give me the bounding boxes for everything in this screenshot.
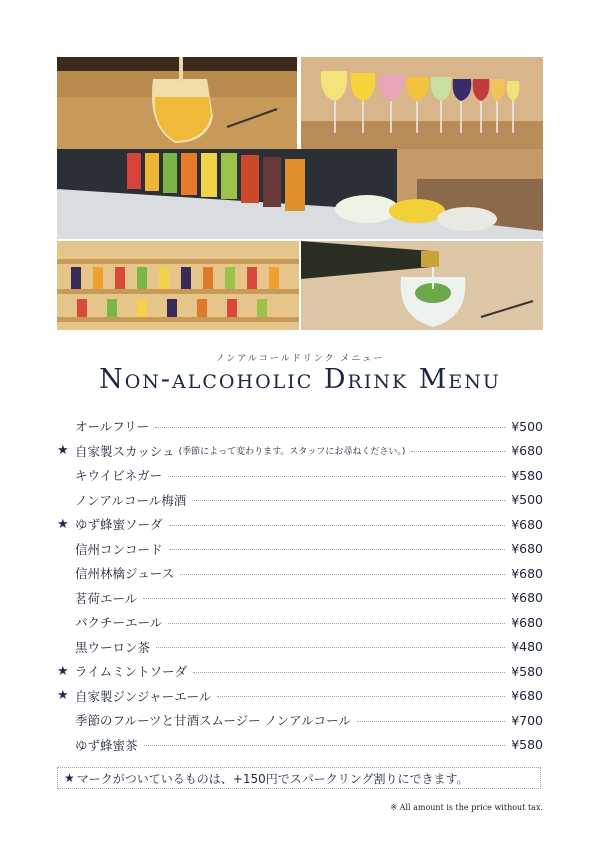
menu-item-price: ¥680 xyxy=(511,590,543,606)
menu-item-name: 黒ウーロン茶 xyxy=(75,639,151,655)
menu-item xyxy=(57,512,543,537)
menu-item-note: (季節によって変わります。スタッフにお尋ねください。) xyxy=(178,447,406,458)
dotted-leader xyxy=(357,721,505,722)
star-icon: ★ xyxy=(57,516,69,532)
menu-item-name: ゆず蜂蜜茶 xyxy=(75,737,138,753)
star-icon: ★ xyxy=(57,688,69,704)
sparkling-note-box xyxy=(57,767,541,789)
dotted-leader xyxy=(169,525,506,526)
menu-item xyxy=(57,708,543,733)
photo-glass-row xyxy=(301,57,543,149)
menu-item xyxy=(57,684,543,709)
menu-item xyxy=(57,463,543,488)
menu-subtitle: ノンアルコールドリンク メニュー xyxy=(215,354,385,364)
menu-item-price: ¥680 xyxy=(511,443,543,459)
menu-item xyxy=(57,659,543,684)
dotted-leader xyxy=(193,672,505,673)
menu-item-price: ¥500 xyxy=(511,492,543,508)
menu-item xyxy=(57,537,543,562)
dotted-leader xyxy=(411,451,505,452)
menu-item-name: ノンアルコール梅酒 xyxy=(75,492,187,508)
menu-title: Non-alcoholic Drink Menu xyxy=(99,364,501,395)
menu-item-name: 季節のフルーツと甘酒スムージー ノンアルコール xyxy=(75,713,351,729)
photo-sparkling-pour xyxy=(301,241,543,330)
menu-item-name: 自家製スカッシュ xyxy=(75,443,175,459)
menu-item xyxy=(57,488,543,513)
menu-item xyxy=(57,733,543,758)
menu-item-price: ¥700 xyxy=(511,712,543,728)
menu-item-price: ¥580 xyxy=(511,467,543,483)
dotted-leader xyxy=(156,647,505,648)
menu-item xyxy=(57,610,543,635)
menu-item-name: 信州コンコード xyxy=(75,541,163,557)
photo-glass-pour xyxy=(57,57,297,149)
menu-item-name: パクチーエール xyxy=(75,615,163,631)
dotted-leader xyxy=(180,574,505,575)
menu-item xyxy=(57,586,543,611)
menu-item-price: ¥680 xyxy=(511,516,543,532)
menu-item-price: ¥580 xyxy=(511,737,543,753)
menu-item-price: ¥680 xyxy=(511,541,543,557)
dotted-leader xyxy=(143,598,505,599)
menu-item-price: ¥680 xyxy=(511,688,543,704)
dotted-leader xyxy=(168,623,505,624)
menu-item-price: ¥680 xyxy=(511,565,543,581)
drink-menu-list xyxy=(57,414,543,757)
menu-item-price: ¥500 xyxy=(511,418,543,434)
dotted-leader xyxy=(144,745,506,746)
menu-item-name: オールフリー xyxy=(75,419,150,435)
menu-item-price: ¥480 xyxy=(511,639,543,655)
tax-footnote: ※ All amount is the price without tax. xyxy=(390,803,543,812)
star-icon: ★ xyxy=(64,771,75,785)
sparkling-note-text: マークがついているものは、+150円でスパークリング割りにできます。 xyxy=(76,771,469,786)
photo-jar-shelves xyxy=(57,241,299,330)
dotted-leader xyxy=(155,427,505,428)
dotted-leader xyxy=(217,696,505,697)
menu-item xyxy=(57,414,543,439)
menu-item-name: 信州林檎ジュース xyxy=(75,566,175,582)
star-icon: ★ xyxy=(57,443,69,459)
menu-item xyxy=(57,561,543,586)
dotted-leader xyxy=(169,549,506,550)
menu-item xyxy=(57,439,543,464)
menu-item-name: ゆず蜂蜜ソーダ xyxy=(75,517,163,533)
photo-collage xyxy=(57,57,543,330)
dotted-leader xyxy=(168,476,505,477)
menu-item-name: キウイビネガー xyxy=(75,468,163,484)
dotted-leader xyxy=(192,500,505,501)
photo-jar-counter xyxy=(57,149,543,239)
menu-item-name: 自家製ジンジャーエール xyxy=(75,688,212,704)
menu-item-price: ¥580 xyxy=(511,663,543,679)
menu-item-name: 茗荷エール xyxy=(75,590,138,606)
menu-item-name: ライムミントソーダ xyxy=(75,664,188,680)
menu-item-price: ¥680 xyxy=(511,614,543,630)
menu-item xyxy=(57,635,543,660)
star-icon: ★ xyxy=(57,663,69,679)
